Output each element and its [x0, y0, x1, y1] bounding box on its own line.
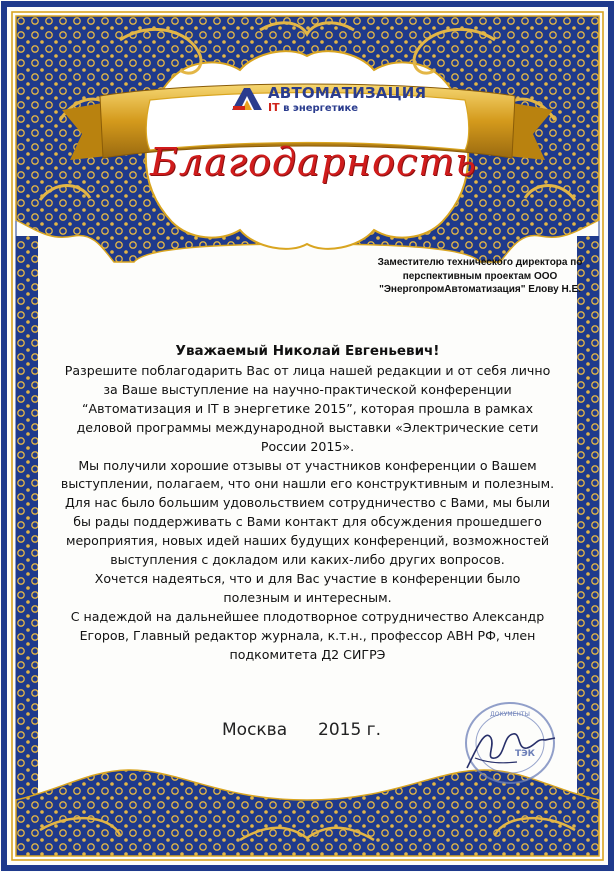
- paragraph-signature: С надеждой на дальнейшее плодотворное сотрудничество Александр Егоров, Главный редактор журнала, к.т.н., профессор АВН РФ, член подкомитета Д2 СИГРЭ: [70, 608, 545, 662]
- stamp-text-top: ДОКУМЕНТЫ: [490, 711, 530, 718]
- paragraph-feedback: Мы получили хорошие отзывы от участников конференции о Вашем выступлении, полагаем, что они нашли его конструктивным и полезным. Для нас было большим удовольствием сотрудничество с Вами, мы были бы рады поддерживать с Вами контакт для обсуждения прошедшего мероприятия, новых идей наших будущих конференций, возможностей выступления с докладом или каких-либо других вопросов.: [60, 457, 555, 568]
- addressee-block: Заместителю технического директора по перспективным проектам ООО "ЭнергопромАвтоматизация" Елову Н.Е.: [377, 257, 583, 295]
- certificate-title: Благодарность: [150, 140, 477, 184]
- official-stamp: [455, 698, 565, 788]
- logo-mark-icon: [230, 86, 264, 112]
- paragraph-thanks: Разрешите поблагодарить Вас от лица нашей редакции и от себя лично за Ваше выступление на научно-практической конференции “Автоматизация и IT в энергетике 2015”, которая прошла в рамках деловой программы международной выставки «Электрические сети России 2015».: [64, 363, 551, 454]
- left-column: [16, 236, 38, 856]
- city: Москва: [222, 720, 288, 740]
- stamp-text-mid: ТЭК: [514, 749, 536, 759]
- right-column: [577, 236, 599, 856]
- publisher-logo: [230, 84, 427, 116]
- year: 2015 г.: [318, 720, 382, 740]
- logo-it: IT: [268, 101, 280, 114]
- logo-title: АВТОМАТИЗАЦИЯ: [268, 84, 427, 102]
- logo-subtitle-text: в энергетике: [283, 103, 359, 114]
- salutation: Уважаемый Николай Евгеньевич!: [175, 343, 440, 359]
- logo-subtitle: [268, 101, 358, 114]
- letter-body: [60, 362, 555, 665]
- paragraph-hope: Хочется надеяться, что и для Вас участие в конференции было полезным и интересным.: [94, 570, 521, 605]
